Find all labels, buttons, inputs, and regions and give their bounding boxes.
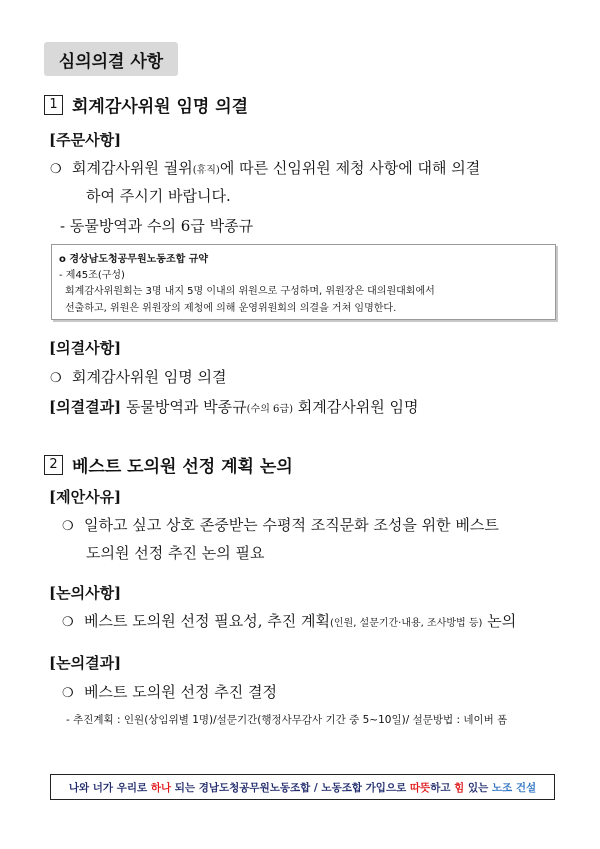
order-line-2: 하여 주시기 바랍니다. — [86, 187, 231, 205]
section2-title — [44, 452, 293, 477]
discussion-result-line: ❍ 베스트 도의원 선정 추진 결정 — [62, 683, 277, 701]
section-banner: 심의의결 사항 — [44, 42, 178, 76]
slogan-highlight-power: 힘 — [454, 781, 465, 794]
discussion-label: [논의사항] — [49, 584, 122, 602]
section2-title-text: 베스트 도의원 선정 계획 논의 — [72, 457, 293, 477]
decision-label: [의결사항] — [49, 339, 122, 357]
bylaw-note-title: o 경상남도청공무원노동조합 규약 — [59, 254, 209, 265]
slogan-part-1: 나와 너가 우리로 — [68, 781, 151, 794]
plan-line: - 추진계획 : 인원(상임위별 1명)/설문기간(행정사무감사 기간 중 5~10일)/ 설문방법 : 네이버 폼 — [66, 714, 508, 726]
slogan-part-5: 하고 — [430, 781, 455, 794]
section2-number-box: 2 — [44, 455, 63, 475]
circle-bullet-icon: ❍ — [50, 162, 62, 177]
bylaw-note-line-2: 선출하고, 위원은 위원장의 제청에 의해 운영위원회의 의결을 거쳐 임명한다. — [65, 303, 397, 314]
circle-bullet-icon: ❍ — [62, 615, 74, 630]
slogan-footer — [50, 774, 555, 800]
order-label: [주문사항] — [49, 131, 122, 149]
bylaw-note-article: - 제45조(구성) — [59, 270, 125, 281]
discussion-line: ❍ 베스트 도의원 선정 필요성, 추진 계획(인원, 설문기간·내용, 조사방법 등) 논의 — [62, 612, 517, 630]
circle-bullet-icon: ❍ — [62, 686, 74, 701]
decision-line: ❍ 회계감사위원 임명 의결 — [50, 368, 227, 386]
decision-result-line: [의결결과] 동물방역과 박종규(수의 6급) 회계감사위원 임명 — [49, 398, 419, 416]
reason-label: [제안사유] — [49, 488, 122, 506]
bylaw-note-box — [51, 244, 556, 320]
section1-title-text: 회계감사위원 임명 의결 — [72, 97, 249, 117]
circle-bullet-icon: ❍ — [50, 371, 62, 386]
slogan-part-3: 되는 경남도청공무원노동조합 / 노동조합 가입으로 — [171, 781, 410, 794]
order-line-1: ❍ 회계감사위원 궐위(휴직)에 따른 신임위원 제청 사항에 대해 의결 — [50, 159, 481, 177]
discussion-result-label: [논의결과] — [49, 654, 122, 672]
reason-line-1: ❍ 일하고 싶고 상호 존중받는 수평적 조직문화 조성을 위한 베스트 — [62, 516, 499, 534]
circle-bullet-icon: ❍ — [62, 519, 74, 534]
reason-line-2: 도의원 선정 추진 논의 필요 — [86, 544, 265, 562]
section1-number-box: 1 — [44, 95, 63, 115]
section1-title — [44, 92, 248, 117]
slogan-highlight-one: 하나 — [150, 781, 172, 794]
nominee-line: - 동물방역과 수의 6급 박종규 — [60, 217, 254, 235]
slogan-highlight-warm: 따뜻 — [409, 781, 431, 794]
bylaw-note-line-1: 회계감사위원회는 3명 내지 5명 이내의 위원으로 구성하며, 위원장은 대의원대회에서 — [65, 286, 435, 297]
slogan-part-7: 있는 — [464, 781, 492, 794]
slogan-highlight-union: 노조 건설 — [491, 781, 537, 794]
